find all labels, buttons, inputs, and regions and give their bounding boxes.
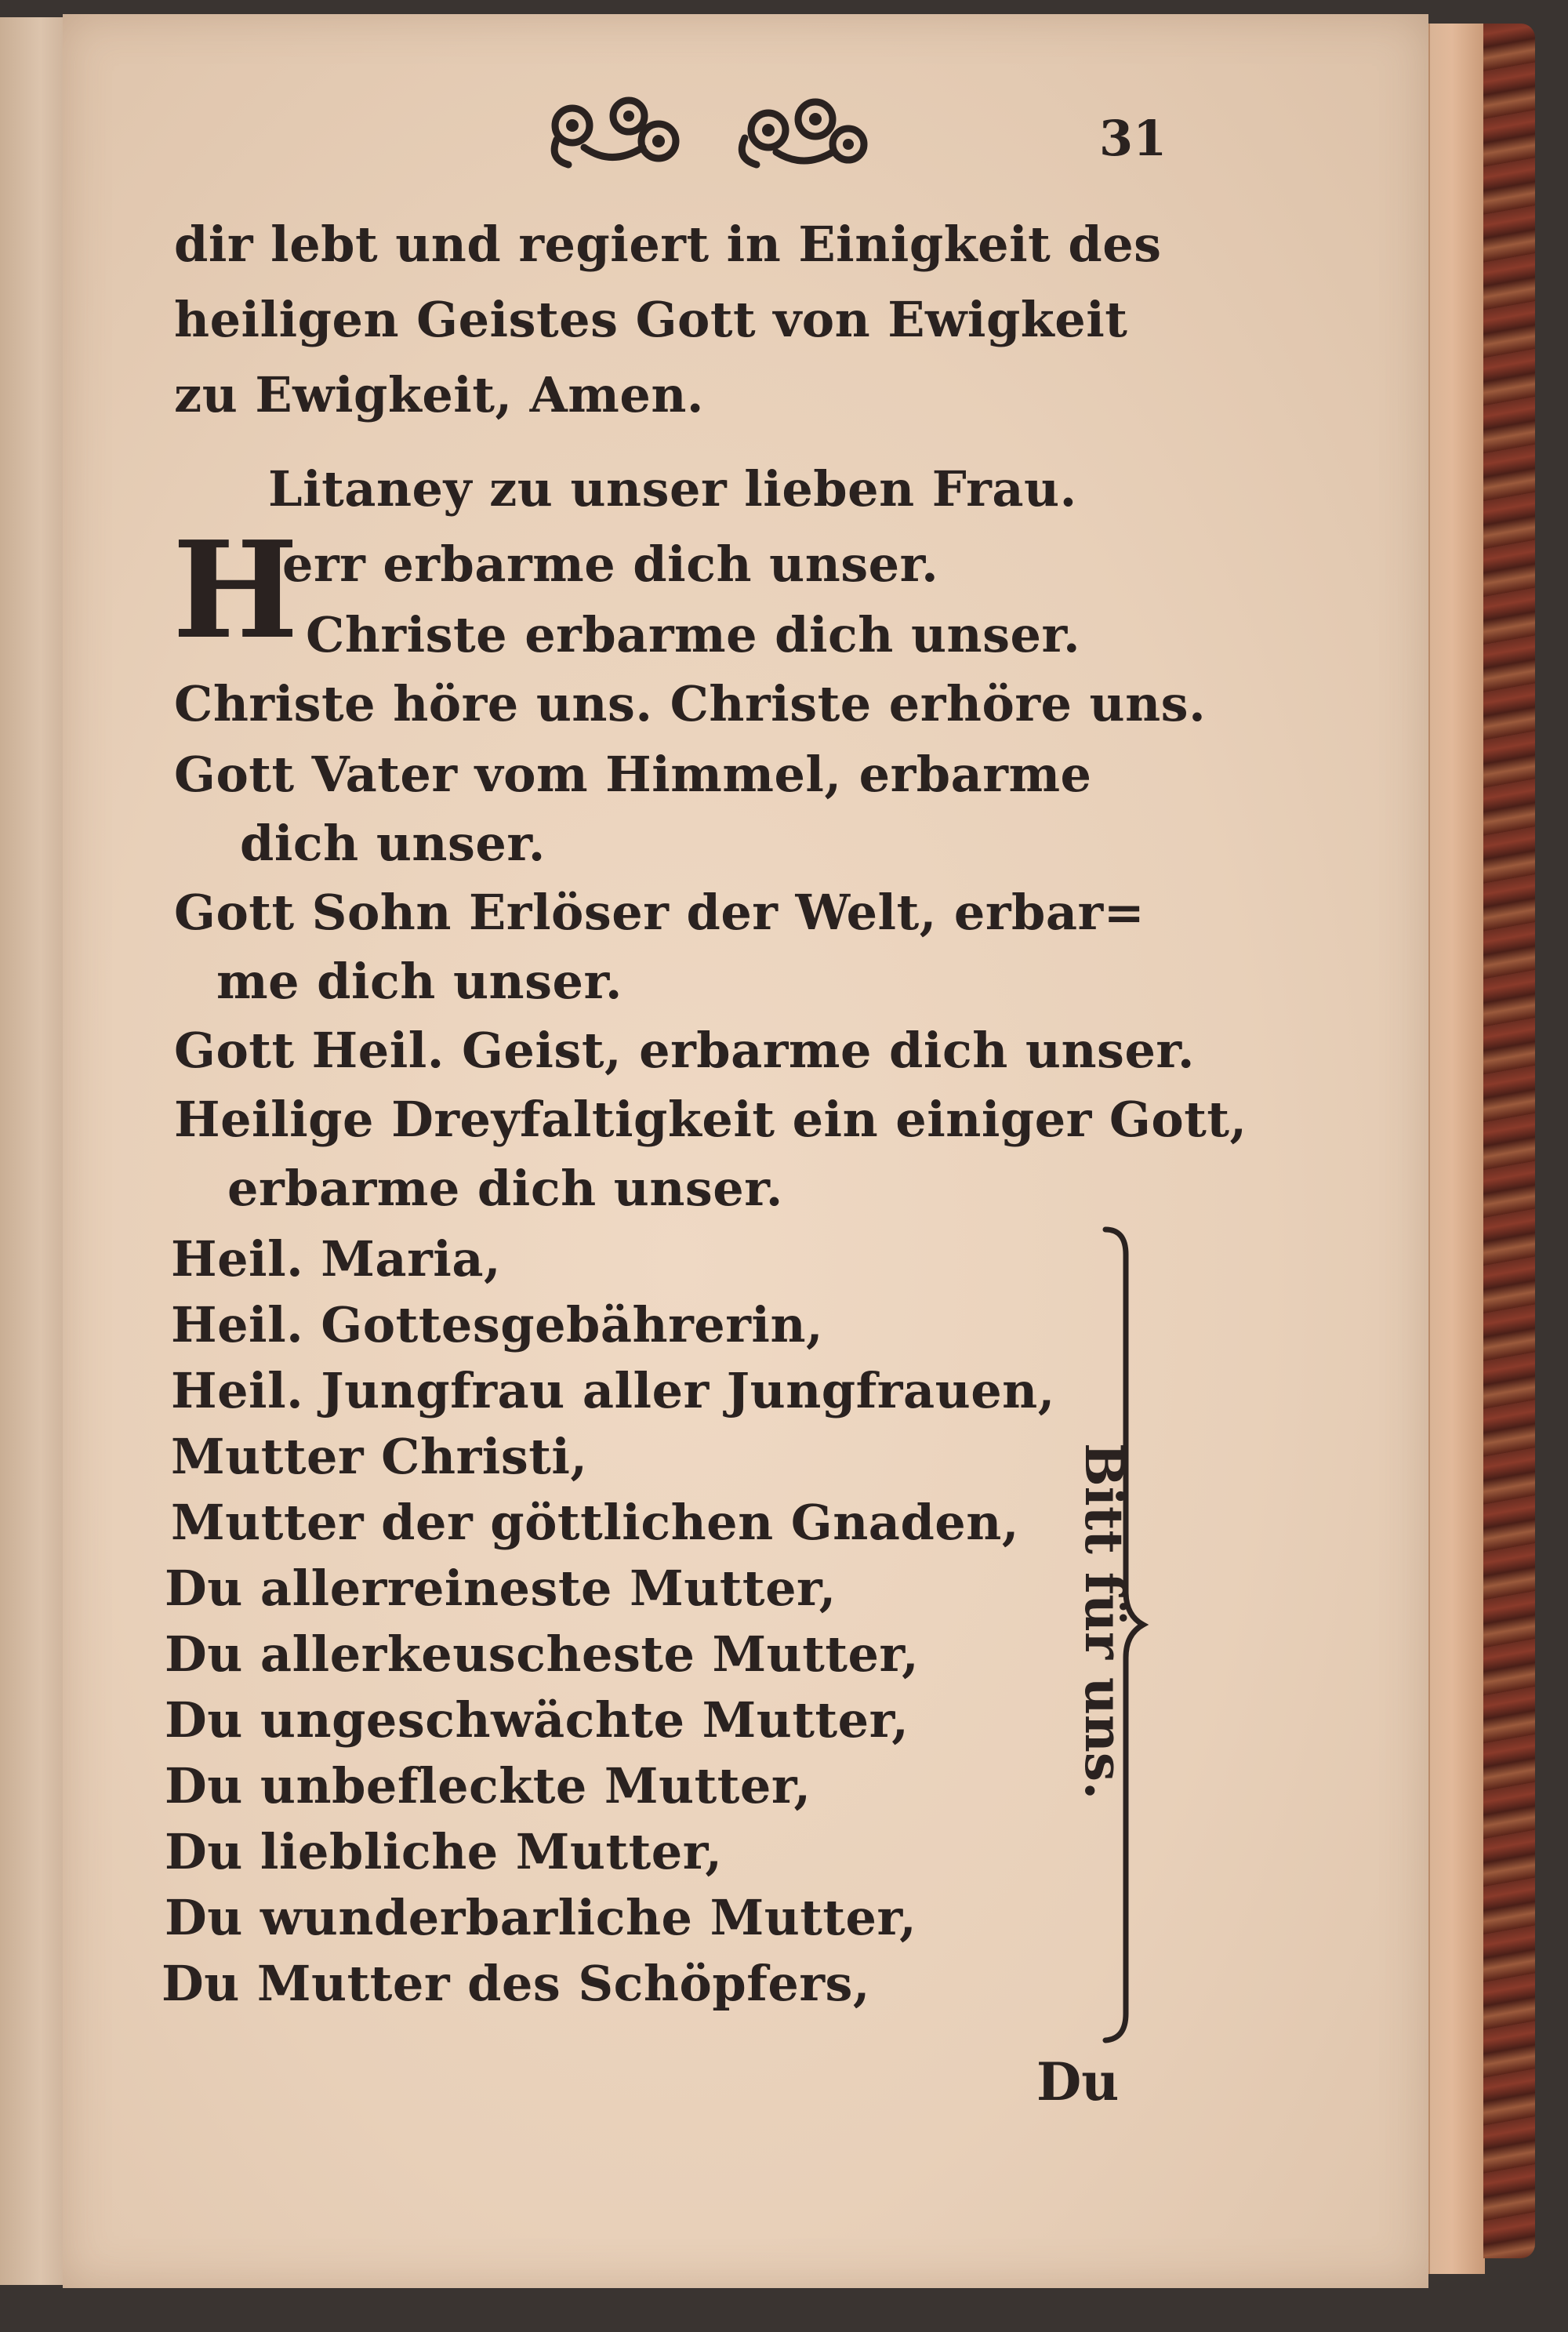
litany-line: Mutter der göttlichen Gnaden, [171, 1494, 1019, 1551]
litany-line: Heil. Gottesgebährerin, [171, 1296, 824, 1353]
text-line: Christe erbarme dich unser. [306, 606, 1081, 663]
text-line: Gott Sohn Erlöser der Welt, erbar= [174, 884, 1145, 941]
text-line: zu Ewigkeit, Amen. [174, 366, 704, 423]
floral-ornament-icon [541, 93, 878, 179]
text-line: Gott Heil. Geist, erbarme dich unser. [174, 1022, 1195, 1079]
litany-line: Du liebliche Mutter, [165, 1823, 723, 1880]
left-page-edge [0, 17, 69, 2285]
text-line: dich unser. [240, 815, 546, 872]
response-bitt-fur-uns: Bitt für uns. [1073, 1443, 1134, 1800]
text-line: Gott Vater vom Himmel, erbarme [174, 746, 1092, 803]
litany-title: Litaney zu unser lieben Frau. [268, 460, 1077, 518]
litany-line: Du unbefleckte Mutter, [165, 1757, 811, 1814]
litany-line: Du allerkeuscheste Mutter, [165, 1625, 920, 1683]
litany-line: Du Mutter des Schöpfers, [162, 1955, 870, 2012]
litany-line: Du allerreineste Mutter, [165, 1560, 837, 1617]
text-line: Heilige Dreyfaltigkeit ein einiger Gott, [174, 1091, 1247, 1148]
book-cover-edge [1483, 24, 1535, 2258]
page-block-edge [1428, 24, 1485, 2274]
page-number: 31 [1099, 110, 1167, 167]
text-line: err erbarme dich unser. [282, 536, 939, 593]
text-line: Christe höre uns. Christe erhöre uns. [174, 675, 1207, 732]
litany-line: Mutter Christi, [171, 1428, 588, 1485]
catchword: Du [1036, 2051, 1120, 2112]
text-line: erbarme dich unser. [227, 1160, 783, 1217]
text-line: dir lebt und regiert in Einigkeit des [174, 216, 1162, 273]
litany-line: Du wunderbarliche Mutter, [165, 1889, 917, 1946]
text-line: me dich unser. [216, 953, 623, 1010]
drop-initial: H [172, 512, 299, 669]
litany-line: Heil. Jungfrau aller Jungfrauen, [171, 1362, 1055, 1419]
litany-line: Heil. Maria, [171, 1230, 502, 1288]
litany-line: Du ungeschwächte Mutter, [165, 1691, 909, 1749]
text-line: heiligen Geistes Gott von Ewigkeit [174, 291, 1128, 348]
